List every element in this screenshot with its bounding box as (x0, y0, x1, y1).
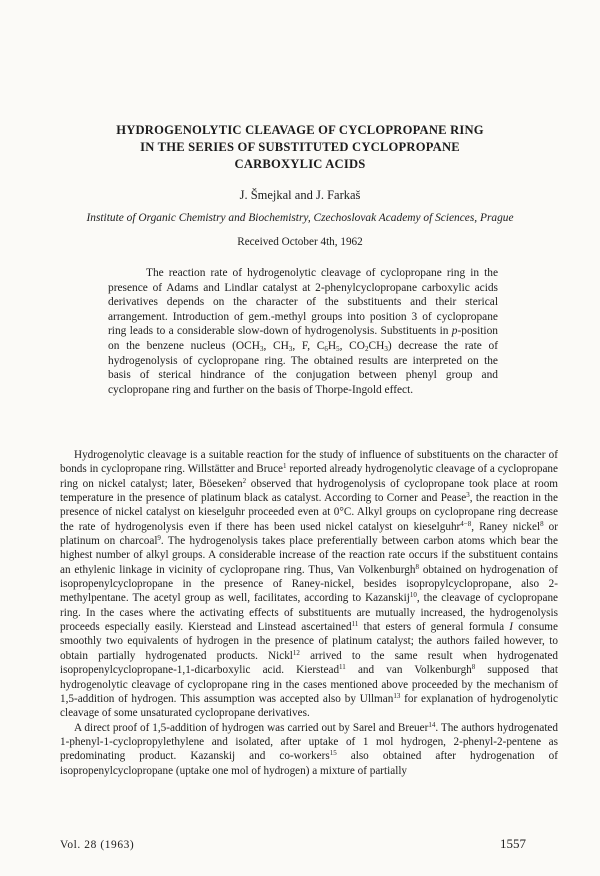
subscript: 3 (384, 344, 388, 353)
body-text: consume smoothly two equivalents of hydrogen in the presence of platinum catalyst; the authors failed however, to obtain partially hydrogenated products. Nickl (60, 621, 558, 662)
body-text: , the cleavage of cyclopropane ring. In the cases where the activating effects of substituents are mutually increased, the hydrogenolysis proceeds especially easily. Kierstead and Linstead ascertained (60, 592, 558, 634)
abstract-text: ) decrease the rate of hydrogenolysis of cyclopropane ring. The obtained results are interpreted on the basis of sterical hindrance of the conjugation between phenyl group and cyclopropane ring and further on the basis of Thorpe-Ingold effect. (108, 339, 498, 396)
body-text: also obtained after hydrogenation of isopropenylcyclopropane (uptake one mol of hydrogen) a mixture of partially (60, 750, 558, 777)
reference-mark: 1 (283, 462, 287, 471)
reference-mark: 14 (428, 720, 436, 729)
body-text: observed that hydrogenolysis of cyclopropane took place at room temperature in the presence of platinum black as catalyst. According to Corner and Pease (60, 477, 558, 505)
reference-mark: 4−8 (460, 519, 472, 528)
subscript: 6 (324, 344, 328, 353)
title-line: IN THE SERIES OF SUBSTITUTED CYCLOPROPANE (140, 140, 460, 154)
body-text: A direct proof of 1,5-addition of hydrogen was carried out by Sarel and Breuer (74, 721, 429, 734)
article-body (60, 448, 558, 778)
body-text: or platinum on charcoal (60, 520, 558, 548)
body-text: Hydrogenolytic cleavage is a suitable reaction for the study of influence of substituents on the character of bonds in cyclopropane ring. Willstätter and Bruce (60, 449, 558, 476)
abstract-italic: p (451, 325, 458, 338)
paragraph-1 (60, 448, 558, 721)
reference-mark: 2 (242, 476, 247, 485)
subscript: 3 (288, 344, 293, 353)
reference-mark: 8 (415, 562, 419, 571)
affiliation: Institute of Organic Chemistry and Biochemistry, Czechoslovak Academy of Sciences, Prague (86, 212, 514, 224)
body-text: reported already hydrogenolytic cleavage of a cyclopropane ring on nickel catalyst; later, Böeseken (60, 463, 558, 490)
abstract-text: The reaction rate of hydrogenolytic cleavage of cyclopropane ring in the presence of Adams and Lindlar catalyst at 2-phenylcyclopropane carboxylic acids derivatives depends on the character of the substituents and their sterical arrangement. Introduction of gem.-methyl groups into position 3 of cyclopropane ring leads to a considerable slow-down of hydrogenolysis. Substituents in (108, 267, 498, 338)
abstract (108, 266, 498, 397)
article-title (60, 122, 540, 173)
abstract-text: CH (368, 339, 385, 352)
reference-mark: 11 (339, 663, 346, 672)
reference-mark: 9 (157, 534, 161, 543)
reference-mark: 8 (540, 519, 544, 528)
reference-mark: 10 (409, 591, 417, 600)
subscript: 2 (365, 344, 369, 353)
body-text: for explanation of hydrogenolytic cleavage of some unsaturated cyclopropane derivatives. (60, 692, 558, 720)
abstract-text: , F, C (292, 339, 325, 352)
body-text: that esters of general formula (358, 621, 510, 634)
reference-mark: 3 (466, 491, 470, 500)
body-text: obtained on hydrogenation of isopropenylcyclopropane in the presence of Raney-nickel, besides isopropylcyclopropane, also 2-methylpentane. The acetyl group as well, facilitates, according to Kazanskij (60, 563, 559, 605)
subscript: 3 (259, 344, 264, 353)
formula-label: I (509, 621, 514, 634)
abstract-text: , CH (263, 339, 289, 352)
body-text: arrived to the same result when hydrogenated isopropenylcyclopropane-1,1-dicarboxylic acid. Kierstead (60, 649, 558, 677)
reference-mark: 13 (393, 691, 401, 700)
subscript: 5 (336, 344, 340, 353)
received-date: Received October 4th, 1962 (237, 236, 363, 248)
body-text: , Raney nickel (471, 520, 541, 533)
reference-mark: 15 (329, 749, 337, 758)
abstract-text: H (327, 339, 337, 352)
page-number: 1557 (500, 836, 526, 851)
reference-mark: 11 (351, 620, 359, 629)
title-line: HYDROGENOLYTIC CLEAVAGE OF CYCLOPROPANE RING (116, 123, 484, 137)
volume-info: Vol. 28 (1963) (60, 839, 135, 851)
abstract-text: -position on the benzene nucleus (OCH (108, 325, 498, 352)
reference-mark: 8 (471, 663, 476, 672)
title-line: CARBOXYLIC ACIDS (234, 157, 366, 171)
reference-mark: 12 (292, 648, 300, 657)
body-text: and van Volkenburgh (345, 664, 472, 677)
body-text: . The hydrogenolysis takes place preferentially between carbon atoms which bear the highest number of alkyl groups. A considerable increase of the reaction rate occurs if the substituent contains an ethylenic linkage in vicinity of cyclopropane ring. Thus, Van Volkenburgh (60, 535, 558, 576)
abstract-text: , CO (339, 339, 365, 352)
authors: J. Šmejkal and J. Farkaš (239, 188, 361, 202)
body-text: supposed that hydrogenolytic cleavage of cyclopropane ring in the cases mentioned above proceeded by the mechanism of 1,5-addition of hydrogen. This assumption was accepted also by Ullman (60, 664, 558, 705)
body-text: , the reaction in the presence of nickel catalyst on kieselguhr proceeded even at 0°C. Alkyl groups on cyclopropane ring decrease the rate of hydrogenolysis even if there has been used nickel catalyst on kieselguhr (60, 492, 558, 533)
paragraph-2 (60, 721, 558, 778)
body-text: . The authors hydrogenated 1-phenyl-1-cyclopropylethylene and isolated, after uptake of 1 mol hydrogen, 2-phenyl-2-pentene as predominating product. Kazanskij and co-workers (60, 721, 558, 763)
